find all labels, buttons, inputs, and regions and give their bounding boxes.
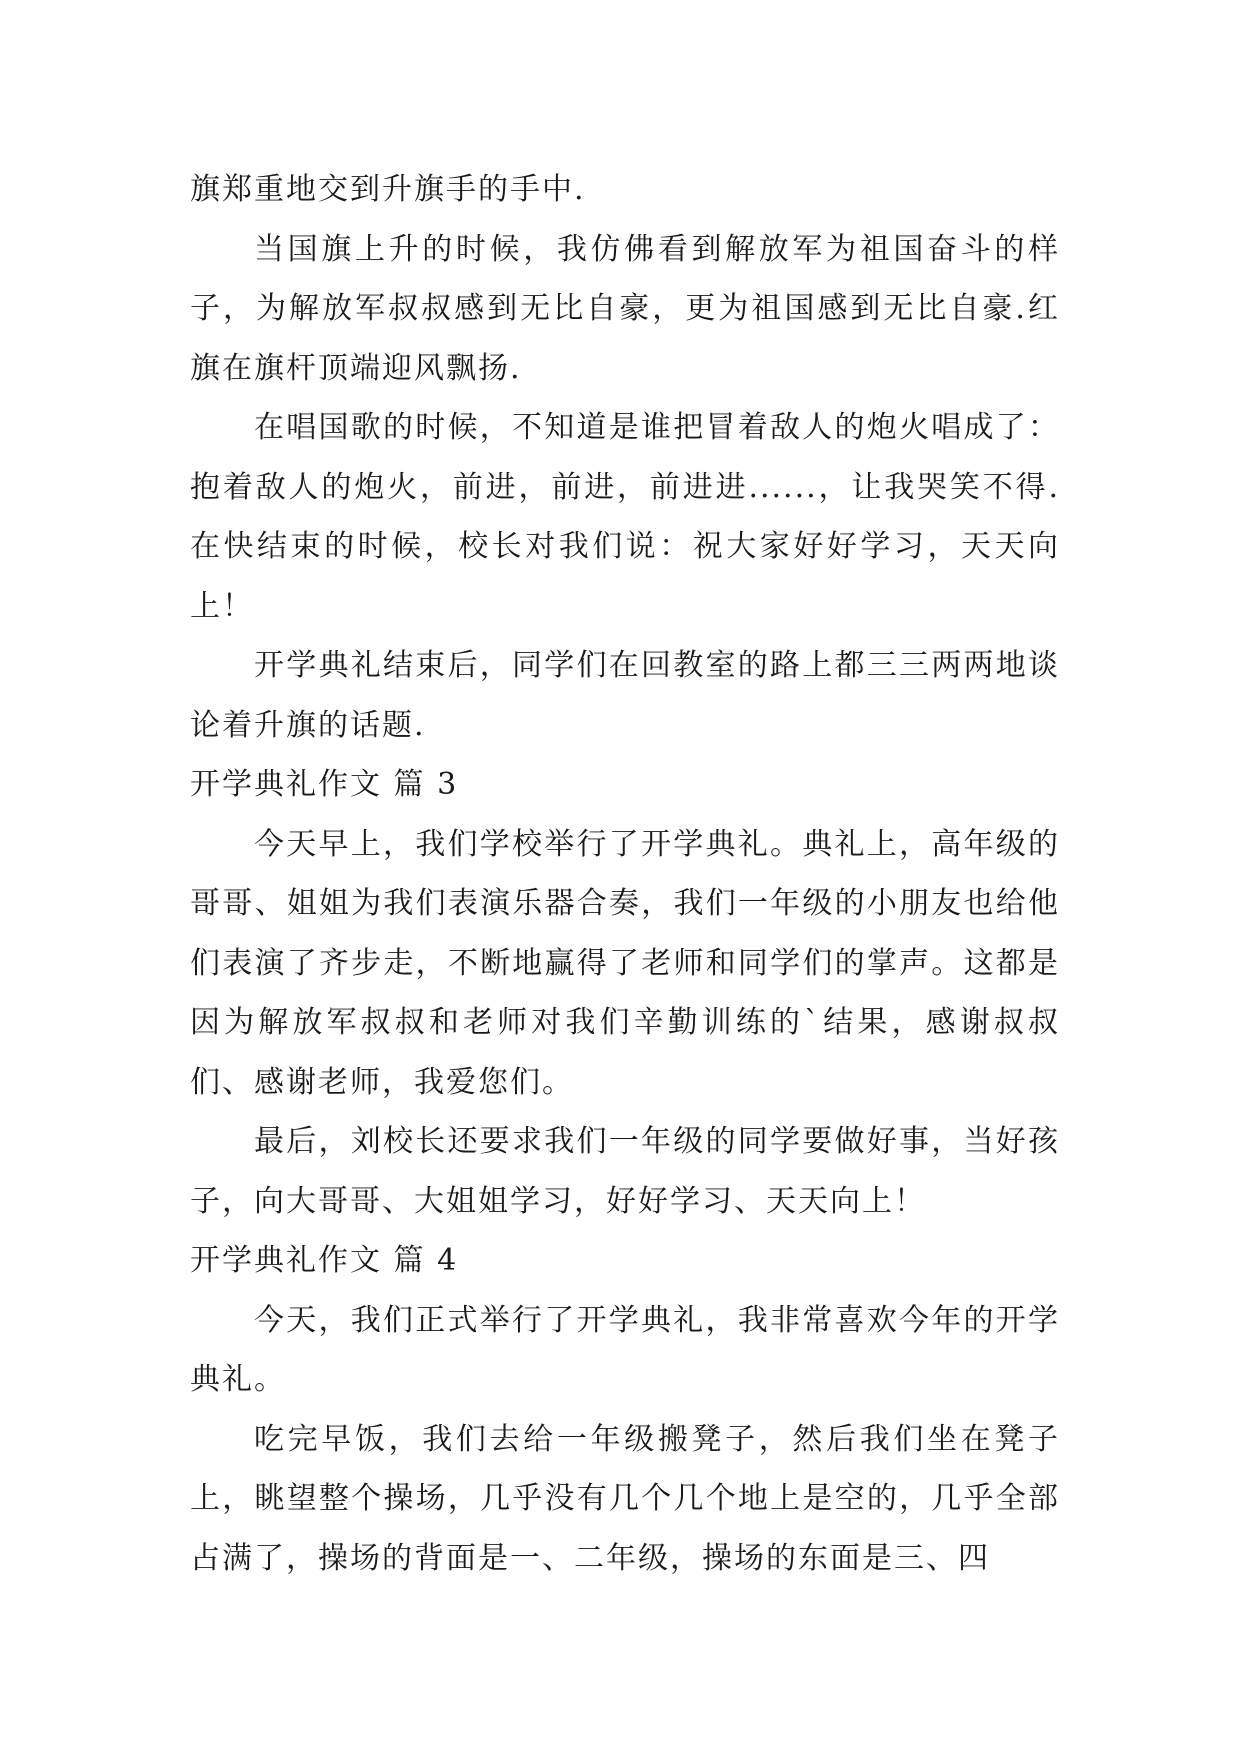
section-heading: 开学典礼作文 篇 4 bbox=[190, 1243, 459, 1278]
document-body bbox=[190, 160, 1060, 1588]
paragraph: 当国旗上升的时候，我仿佛看到解放军为祖国奋斗的样子，为解放军叔叔感到无比自豪，更为祖国感到无比自豪.红旗在旗杆顶端迎风飘扬. bbox=[190, 231, 1060, 386]
paragraph: 今天早上，我们学校举行了开学典礼。典礼上，高年级的哥哥、姐姐为我们表演乐器合奏，我们一年级的小朋友也给他们表演了齐步走，不断地赢得了老师和同学们的掌声。这都是因为解放军叔叔和老师对我们辛勤训练的`结果，感谢叔叔们、感谢老师，我爱您们。 bbox=[190, 826, 1060, 1100]
paragraph: 开学典礼结束后，同学们在回教室的路上都三三两两地谈论着升旗的话题. bbox=[190, 648, 1060, 743]
section-heading: 开学典礼作文 篇 3 bbox=[190, 767, 459, 802]
paragraph: 在唱国歌的时候，不知道是谁把冒着敌人的炮火唱成了：抱着敌人的炮火，前进，前进，前进进......，让我哭笑不得.在快结束的时候，校长对我们说：祝大家好好学习，天天向上！ bbox=[190, 410, 1060, 624]
paragraph: 今天，我们正式举行了开学典礼，我非常喜欢今年的开学典礼。 bbox=[190, 1302, 1060, 1397]
paragraph: 最后，刘校长还要求我们一年级的同学要做好事，当好孩子，向大哥哥、大姐姐学习，好好学习、天天向上！ bbox=[190, 1124, 1060, 1219]
paragraph-continuation: 旗郑重地交到升旗手的手中. bbox=[190, 172, 586, 207]
paragraph: 吃完早饭，我们去给一年级搬凳子，然后我们坐在凳子上，眺望整个操场，几乎没有几个几个地上是空的，几乎全部占满了，操场的背面是一、二年级，操场的东面是三、四 bbox=[190, 1421, 1060, 1576]
